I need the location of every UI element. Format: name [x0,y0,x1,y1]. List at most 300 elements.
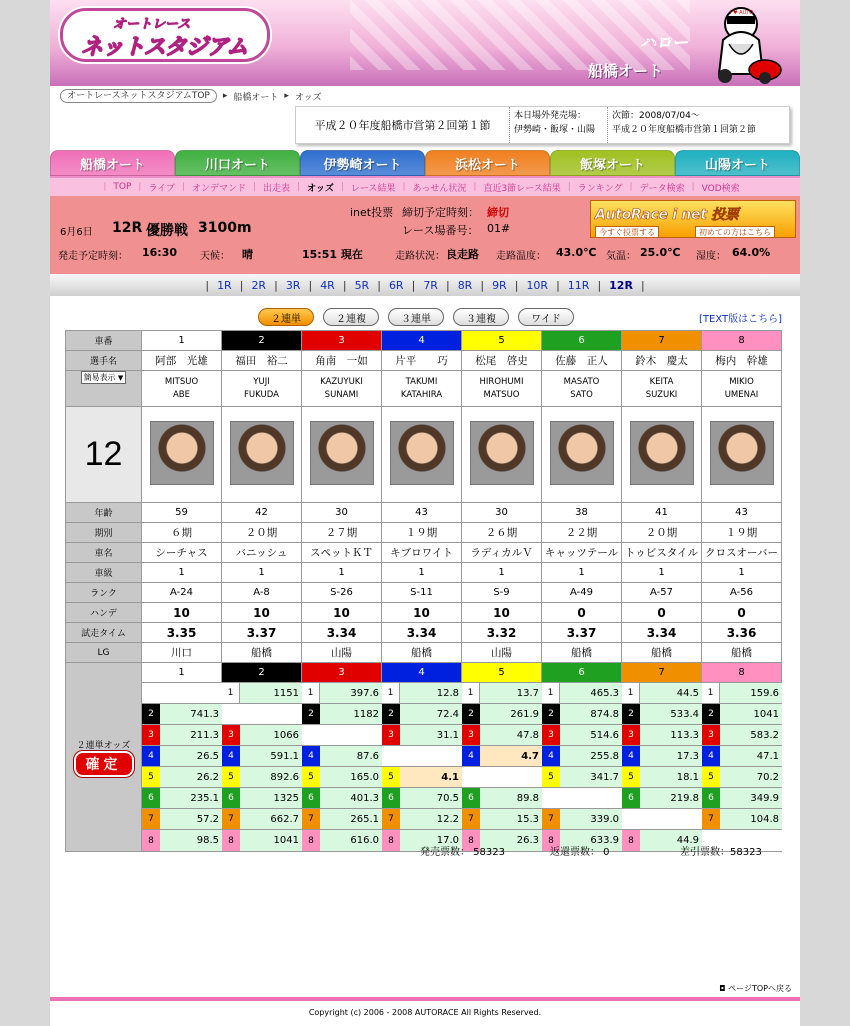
race-nav-separator: | [556,278,560,292]
rider-photo-cell [222,407,302,503]
mascot-character-icon [705,4,783,84]
race-link-9[interactable]: 9R [492,278,507,292]
sub-navigation [50,176,800,196]
rider-photo[interactable] [150,421,214,485]
rider-first-name: HIROHUMI [479,376,524,387]
car-class-cell: 1 [542,563,622,583]
next-event [608,107,789,143]
rank-cell: S-9 [462,583,542,603]
race-number-nav [50,274,800,296]
odds-second-lane: 2 [622,704,640,724]
odds-second-lane: 4 [142,746,160,766]
rider-photo[interactable] [470,421,534,485]
odds-cell[interactable] [622,725,702,746]
odds-value: 44.9 [640,830,702,851]
rider-photo[interactable] [630,421,694,485]
bet-type-button-4[interactable]: ３連複 [453,308,509,326]
term-cell: ２０期 [622,523,702,543]
odds-second-lane: 7 [382,809,400,829]
rider-photo[interactable] [310,421,374,485]
car-number-cell: 7 [622,331,702,351]
odds-cell[interactable] [222,788,302,809]
track-condition: 良走路 [446,248,479,261]
air-temp: 25.0℃ [640,246,681,259]
tab-venue-4[interactable]: 浜松オート [425,150,550,176]
odds-value: 15.3 [480,809,542,829]
odds-cell[interactable] [382,809,462,830]
odds-value [560,788,622,808]
subnav-item-6[interactable]: レース結果 [350,183,396,194]
car-number-cell: 5 [462,331,542,351]
odds-cell[interactable] [382,788,462,809]
car-name-cell: トゥビスタイル [622,543,702,563]
rank-cell: S-11 [382,583,462,603]
age-cell: 42 [222,503,302,523]
rider-photo-cell [622,407,702,503]
odds-second-lane: 6 [702,788,720,808]
term-header: 期別 [66,523,142,543]
race-link-5[interactable]: 5R [354,278,370,292]
race-link-12[interactable]: 12R [609,278,633,292]
rider-english-cell [462,371,542,407]
rider-first-name: MASATO [563,376,600,387]
odds-cell[interactable] [702,809,782,830]
rider-name-cell: 松尾 啓史 [462,351,542,371]
car-name-cell: キブロワイト [382,543,462,563]
trial-time-cell: 3.34 [302,623,382,643]
odds-cell[interactable] [542,746,622,767]
car-name-cell: スペットＫＴ [302,543,382,563]
odds-value: 591.1 [240,746,302,766]
subnav-separator: | [567,182,571,192]
age-cell: 59 [142,503,222,523]
odds-value: 26.5 [160,746,222,766]
handicap-cell: 10 [462,603,542,623]
race-link-11[interactable]: 11R [567,278,590,292]
odds-value: 255.8 [560,746,622,766]
odds-value: 397.6 [320,683,382,703]
race-nav-separator: | [205,278,210,292]
car-class-cell: 1 [302,563,382,583]
page-top-label: ページTOPへ戻る [728,984,792,993]
odds-column [702,683,782,852]
first-time-link[interactable]: 初めての方はこちら [695,226,775,238]
subnav-separator: | [181,182,185,192]
lg-cell: 川口 [142,643,222,663]
odds-second-lane: 6 [302,788,320,808]
rider-english-row [66,371,782,407]
odds-second-lane: 6 [222,788,240,808]
odds-cell[interactable] [142,788,222,809]
odds-second-lane [622,809,640,829]
odds-value [480,767,542,787]
odds-value: 31.1 [400,725,462,745]
odds-cell[interactable] [622,746,702,767]
lg-row [66,643,782,663]
odds-value: 4.7 [480,746,542,766]
race-link-7[interactable]: 7R [423,278,438,292]
rider-name-cell: 佐藤 正人 [542,351,622,371]
odds-value: 401.3 [320,788,382,808]
odds-cell[interactable] [222,725,302,746]
odds-cell[interactable] [222,767,302,788]
display-mode-label: 簡易表示 [83,373,116,382]
odds-value: 662.7 [240,809,302,829]
subnav-item-10[interactable]: データ検索 [639,183,685,194]
odds-column-box [302,683,382,851]
bet-type-button-3[interactable]: ３連単 [388,308,444,326]
odds-first-lane: 5 [462,663,542,683]
term-cell: ２０期 [222,523,302,543]
odds-value: 533.4 [640,704,702,724]
car-class-cell: 1 [462,563,542,583]
race-link-2[interactable]: 2R [251,278,267,292]
odds-cell[interactable] [542,809,622,830]
odds-cell[interactable] [142,809,222,830]
subnav-separator: | [402,182,406,192]
odds-second-lane: 2 [302,704,320,724]
odds-value: 211.3 [160,725,222,745]
odds-cell[interactable] [542,683,622,704]
logo-line1: オートレース [113,17,191,32]
odds-first-lane: 4 [382,663,462,683]
subnav-item-5[interactable]: オッズ [307,183,334,194]
subnav-separator: | [691,182,695,192]
odds-second-lane: 8 [222,830,240,851]
race-nav-separator: | [274,278,278,292]
odds-cell[interactable] [382,725,462,746]
term-row [66,523,782,543]
odds-cell[interactable] [142,746,222,767]
odds-cell[interactable] [622,788,702,809]
vote-totals [420,843,810,858]
event-info-box [295,106,790,144]
odds-value: 89.8 [480,788,542,808]
odds-cell[interactable] [222,809,302,830]
odds-cell[interactable] [702,704,782,725]
odds-cell[interactable] [542,767,622,788]
breadcrumb-item-venue[interactable]: 船橋オート [233,92,279,103]
race-link-10[interactable]: 10R [526,278,549,292]
odds-second-lane: 1 [542,683,560,703]
track-label: 走路状況： [395,251,445,262]
subnav-item-1[interactable]: TOP [113,182,132,192]
odds-second-lane: 1 [702,683,720,703]
odds-empty-cell [222,704,302,725]
sale-places-value: 伊勢崎・飯塚・山陽 [514,125,596,135]
rider-english-cell [622,371,702,407]
odds-cell[interactable] [702,725,782,746]
odds-cell[interactable] [142,767,222,788]
odds-cell[interactable] [382,767,462,788]
car-name-cell: キャッツテール [542,543,622,563]
subnav-item-9[interactable]: ランキング [577,183,623,194]
odds-first-lane: 8 [702,663,782,683]
odds-second-lane: 4 [222,746,240,766]
race-link-8[interactable]: 8R [457,278,473,292]
odds-cell[interactable] [542,725,622,746]
odds-second-lane [222,704,240,724]
odds-value: 47.1 [720,746,782,766]
rank-header: ランク [66,583,142,603]
vote-now-link[interactable]: 今すぐ投票する [595,226,659,238]
mascot-greeting: ハロー [640,33,689,52]
page [50,0,800,1026]
odds-cell[interactable] [302,683,382,704]
odds-second-lane: 8 [622,830,640,851]
race-nav-separator: | [597,278,602,292]
rider-last-name: FUKUDA [244,389,279,400]
tab-venue-5[interactable]: 飯塚オート [550,150,675,176]
handicap-cell: 0 [542,603,622,623]
rider-english-cell [222,371,302,407]
rider-photo[interactable] [390,421,454,485]
odds-second-lane: 3 [702,725,720,745]
odds-second-lane: 3 [622,725,640,745]
rank-cell: S-26 [302,583,382,603]
term-cell: ２６期 [462,523,542,543]
bet-type-button-5[interactable]: ワイド [518,308,574,326]
subnav-item-7[interactable]: あっせん状況 [412,183,467,194]
rank-cell: A-24 [142,583,222,603]
odds-second-lane: 2 [462,704,480,724]
odds-cell[interactable] [302,767,382,788]
logo-line2: ネットスタジアム [81,35,248,60]
odds-value: 17.3 [640,746,702,766]
rider-photo[interactable] [550,421,614,485]
start-time-label: 発走予定時刻： [58,251,128,262]
odds-cell[interactable] [382,704,462,725]
rider-photo-cell [702,407,782,503]
odds-value: 349.9 [720,788,782,808]
car-name-cell: ラディカルＶ [462,543,542,563]
rider-last-name: SATO [570,389,593,400]
odds-second-lane: 5 [702,767,720,787]
race-nav-separator: | [342,278,347,292]
subnav-separator: | [340,182,344,192]
inet-label: inet投票 [350,206,394,219]
odds-cell[interactable] [222,830,302,851]
display-select-cell [66,371,142,407]
odds-cell[interactable] [622,683,702,704]
bet-type-buttons [258,308,574,326]
car-number-header: 車番 [66,331,142,351]
tab-venue-1[interactable]: 船橋オート [50,150,175,176]
rider-photo-row [66,407,782,503]
odds-second-lane: 7 [702,809,720,829]
trial-time-cell: 3.36 [702,623,782,643]
odds-second-lane: 8 [142,830,160,851]
odds-cell[interactable] [462,788,542,809]
odds-second-lane: 6 [462,788,480,808]
handicap-cell: 10 [142,603,222,623]
odds-value: 741.3 [160,704,222,724]
odds-cell[interactable] [222,746,302,767]
odds-column [462,683,542,852]
page-top-link[interactable] [719,983,792,994]
odds-cell[interactable] [142,725,222,746]
odds-second-lane: 5 [622,767,640,787]
breadcrumb-home-link[interactable]: オートレースネットスタジアムTOP [60,89,217,103]
odds-column-box [462,683,542,851]
site-logo[interactable] [60,8,270,62]
odds-second-lane [302,725,320,745]
lg-cell: 船橋 [222,643,302,663]
odds-cell[interactable] [142,704,222,725]
odds-second-lane: 5 [302,767,320,787]
odds-cell[interactable] [462,704,542,725]
odds-first-lane: 7 [622,663,702,683]
bet-type-button-2[interactable]: ２連複 [323,308,379,326]
odds-value: 104.8 [720,809,782,829]
breadcrumb-arrow-icon: ▸ [222,91,228,101]
rider-name-cell: 鈴木 慶太 [622,351,702,371]
rider-first-name: YUJI [253,376,270,387]
rider-first-name: KEITA [649,376,674,387]
odds-column [222,683,302,852]
odds-value: 339.0 [560,809,622,829]
tab-venue-6[interactable]: 山陽オート [675,150,800,176]
event-title: 平成２０年度船橋市営第２回第１節 [296,107,510,143]
subnav-item-11[interactable]: VOD検索 [701,183,740,194]
bet-type-button-1[interactable]: ２連単 [258,308,314,326]
odds-second-lane [542,788,560,808]
odds-cell[interactable] [142,830,222,851]
car-name-cell: クロスオーバー [702,543,782,563]
race-link-3[interactable]: 3R [285,278,301,292]
car-number-cell: 8 [702,331,782,351]
venue-number: 01# [487,222,511,235]
inet-vote-banner[interactable] [590,200,796,238]
car-class-cell: 1 [222,563,302,583]
trial-time-cell: 3.37 [542,623,622,643]
lg-cell: 船橋 [382,643,462,663]
odds-value: 13.7 [480,683,542,703]
odds-cell[interactable] [702,683,782,704]
rider-photo[interactable] [710,421,774,485]
odds-value [320,725,382,745]
race-nav-separator: | [377,278,381,292]
odds-column-box [142,683,222,851]
odds-value: 12.2 [400,809,462,829]
rider-english-cell [142,371,222,407]
odds-value: 57.2 [160,809,222,829]
odds-column-box [702,683,782,851]
race-nav-separator: | [239,278,244,292]
odds-cell[interactable] [622,767,702,788]
rider-photo[interactable] [230,421,294,485]
odds-cell[interactable] [542,704,622,725]
race-link-6[interactable]: 6R [388,278,404,292]
trial-time-cell: 3.34 [382,623,462,643]
handicap-cell: 0 [702,603,782,623]
odds-cell[interactable] [702,767,782,788]
odds-value: 165.0 [320,767,382,787]
rider-name-cell: 角南 一如 [302,351,382,371]
odds-cell[interactable] [462,725,542,746]
race-link-1[interactable]: 1R [217,278,232,292]
odds-value: 44.5 [640,683,702,703]
race-link-4[interactable]: 4R [320,278,335,292]
odds-second-lane: 6 [622,788,640,808]
odds-empty-cell [302,725,382,746]
trial-time-cell: 3.34 [622,623,702,643]
subnav-item-3[interactable]: オンデマンド [191,183,246,194]
odds-value: 70.2 [720,767,782,787]
subnav-item-8[interactable]: 直近3節レース結果 [483,183,561,194]
rider-photo-cell [382,407,462,503]
subnav-separator: | [252,182,257,192]
odds-cell[interactable] [462,809,542,830]
handicap-cell: 10 [222,603,302,623]
odds-second-lane: 1 [622,683,640,703]
odds-cell[interactable] [702,788,782,809]
odds-second-lane: 8 [302,830,320,851]
odds-cell[interactable] [302,704,382,725]
text-version-link[interactable]: [TEXT版はこちら] [698,314,782,325]
subnav-separator: | [629,182,633,192]
rider-last-name: ABE [172,389,191,400]
tab-venue-3[interactable]: 伊勢崎オート [300,150,425,176]
odds-empty-cell [142,683,222,704]
display-mode-select[interactable] [81,371,127,384]
tab-venue-2[interactable]: 川口オート [175,150,300,176]
odds-column-box [222,683,302,851]
race-number: 12R [112,220,143,236]
odds-cell[interactable] [702,746,782,767]
odds-cell[interactable] [222,683,302,704]
breadcrumb [60,89,322,103]
odds-cell[interactable] [622,704,702,725]
odds-cell[interactable] [382,683,462,704]
odds-cell[interactable] [302,809,382,830]
car-number-cell: 4 [382,331,462,351]
handicap-cell: 10 [382,603,462,623]
subnav-item-2[interactable]: ライブ [148,183,175,194]
odds-column [542,683,622,852]
rider-photo-cell [302,407,382,503]
odds-second-lane [382,746,400,766]
odds-second-lane: 3 [462,725,480,745]
odds-second-lane: 5 [382,767,400,787]
rider-first-name: TAKUMI [405,376,438,387]
age-row [66,503,782,523]
odds-value: 235.1 [160,788,222,808]
odds-cell[interactable] [462,683,542,704]
age-cell: 30 [462,503,542,523]
header-venue-title: 船橋オート [588,62,664,80]
refund-count: 返還票数： 0 [550,847,610,858]
car-name-row [66,543,782,563]
race-distance: 3100m [198,220,252,236]
odds-value: 4.1 [400,767,462,787]
odds-value: 1325 [240,788,302,808]
rider-english-cell [542,371,622,407]
car-class-cell: 1 [622,563,702,583]
odds-label-cell [66,663,142,852]
odds-cell[interactable] [302,746,382,767]
odds-cell[interactable] [302,830,382,851]
odds-cell[interactable] [462,746,542,767]
subnav-item-4[interactable]: 出走表 [263,183,291,194]
odds-value: 265.1 [320,809,382,829]
subnav-separator: | [473,182,477,192]
rank-cell: A-49 [542,583,622,603]
odds-cell[interactable] [302,788,382,809]
odds-second-lane: 4 [462,746,480,766]
rider-english-cell [302,371,382,407]
subnav-separator: | [297,182,301,192]
